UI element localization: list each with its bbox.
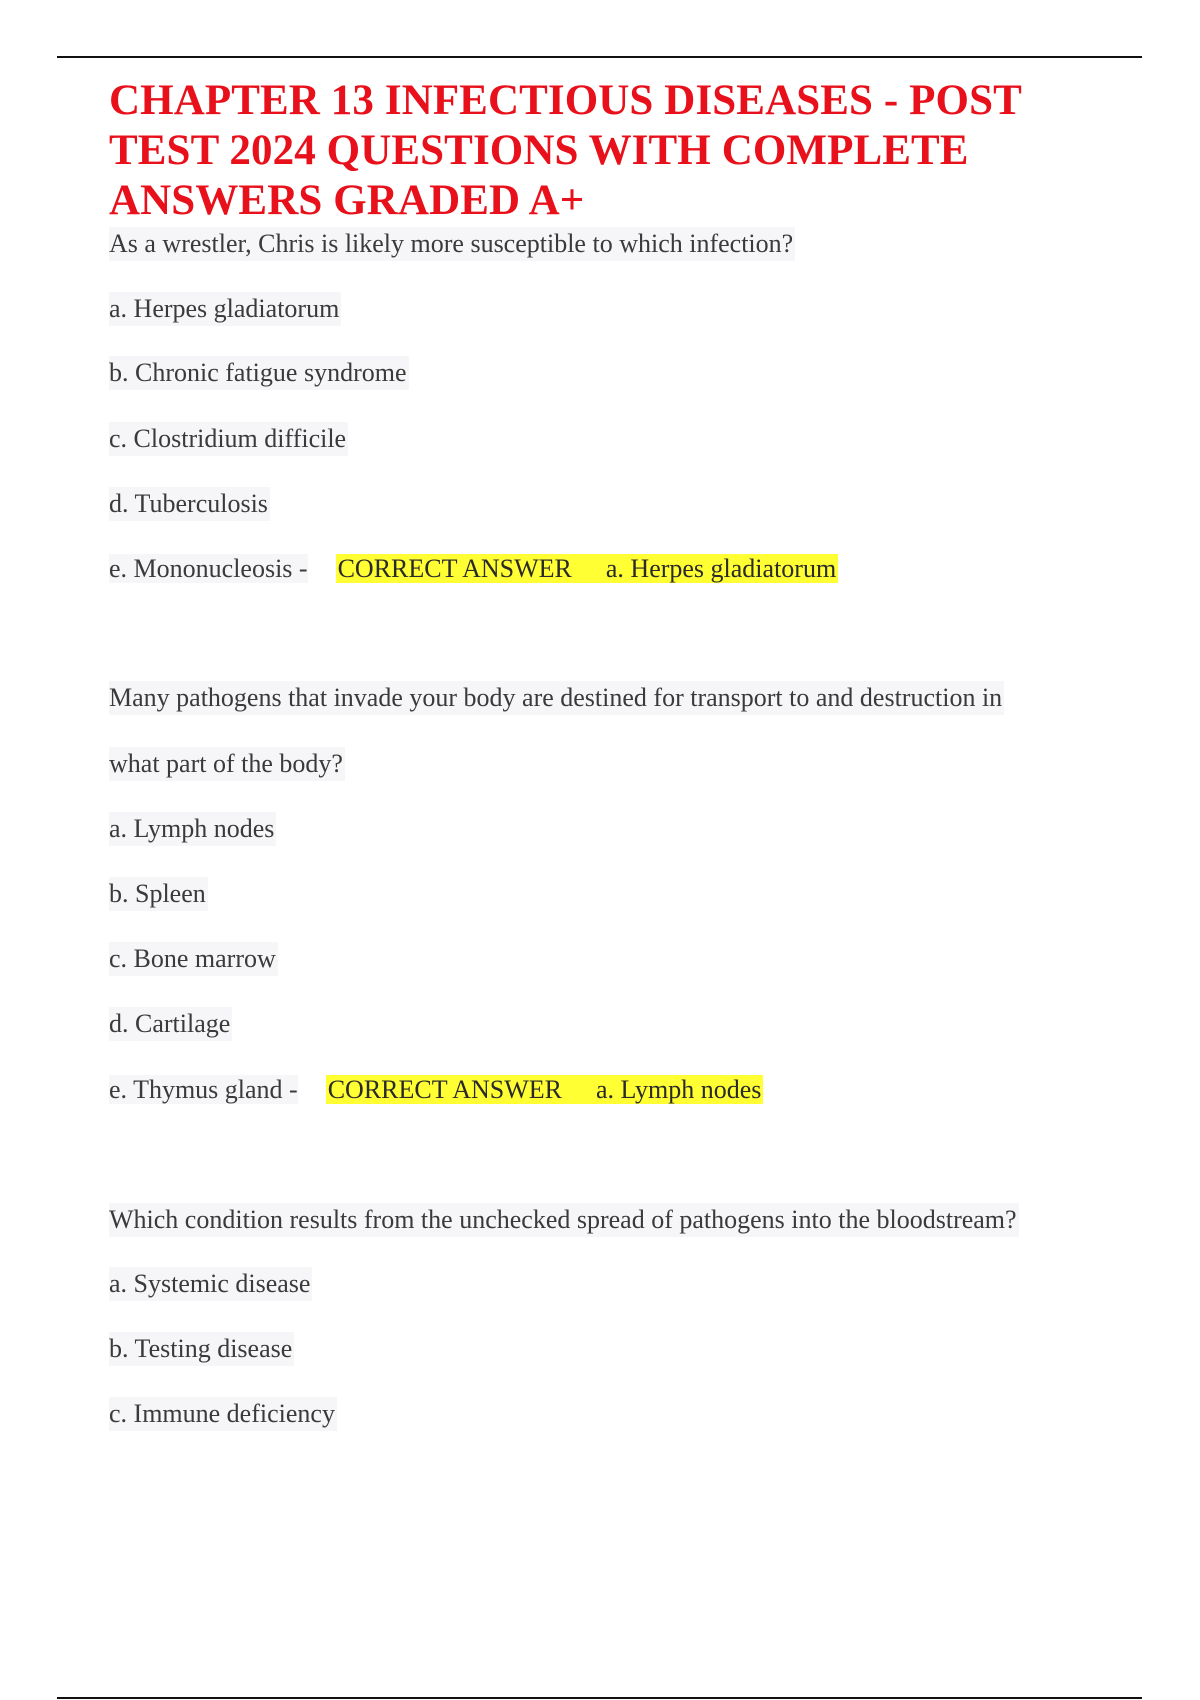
top-rule: [57, 56, 1142, 58]
question-3-option-c: c. Immune deficiency: [109, 1397, 337, 1431]
question-2-correct-answer-highlight: [326, 1075, 764, 1104]
question-1-option-e: e. Mononucleosis -: [109, 554, 308, 583]
question-1-correct-answer-highlight: [336, 554, 839, 583]
question-3-option-b: b. Testing disease: [109, 1332, 294, 1366]
question-3-option-a: a. Systemic disease: [109, 1267, 312, 1301]
correct-answer-label: CORRECT ANSWER: [327, 1075, 562, 1104]
question-2-option-e: e. Thymus gland -: [109, 1075, 298, 1104]
correct-answer-label: CORRECT ANSWER: [337, 554, 572, 583]
question-3-stem: Which condition results from the unchecked spread of pathogens into the bloodstream?: [109, 1203, 1019, 1237]
question-2-stem-line-2: what part of the body?: [109, 747, 345, 781]
question-2-option-a: a. Lymph nodes: [109, 812, 276, 846]
correct-answer-value: a. Lymph nodes: [596, 1075, 762, 1104]
correct-answer-value: a. Herpes gladiatorum: [605, 554, 837, 583]
question-1-option-b: b. Chronic fatigue syndrome: [109, 356, 409, 390]
question-2-option-d: d. Cartilage: [109, 1007, 232, 1041]
bottom-rule: [57, 1697, 1142, 1699]
question-1-stem: As a wrestler, Chris is likely more susceptible to which infection?: [109, 227, 795, 261]
question-2-option-c: c. Bone marrow: [109, 942, 278, 976]
question-2-stem-line-1: Many pathogens that invade your body are destined for transport to and destruction in: [109, 681, 1004, 715]
question-1-option-a: a. Herpes gladiatorum: [109, 292, 341, 326]
question-1-option-d: d. Tuberculosis: [109, 487, 270, 521]
document-title: CHAPTER 13 INFECTIOUS DISEASES - POST TEST 2024 QUESTIONS WITH COMPLETE ANSWERS GRADED A+: [109, 77, 1022, 224]
question-1-option-c: c. Clostridium difficile: [109, 422, 348, 456]
question-1-answer-row: [109, 552, 840, 586]
question-2-option-b: b. Spleen: [109, 877, 208, 911]
question-2-answer-row: [109, 1073, 765, 1107]
